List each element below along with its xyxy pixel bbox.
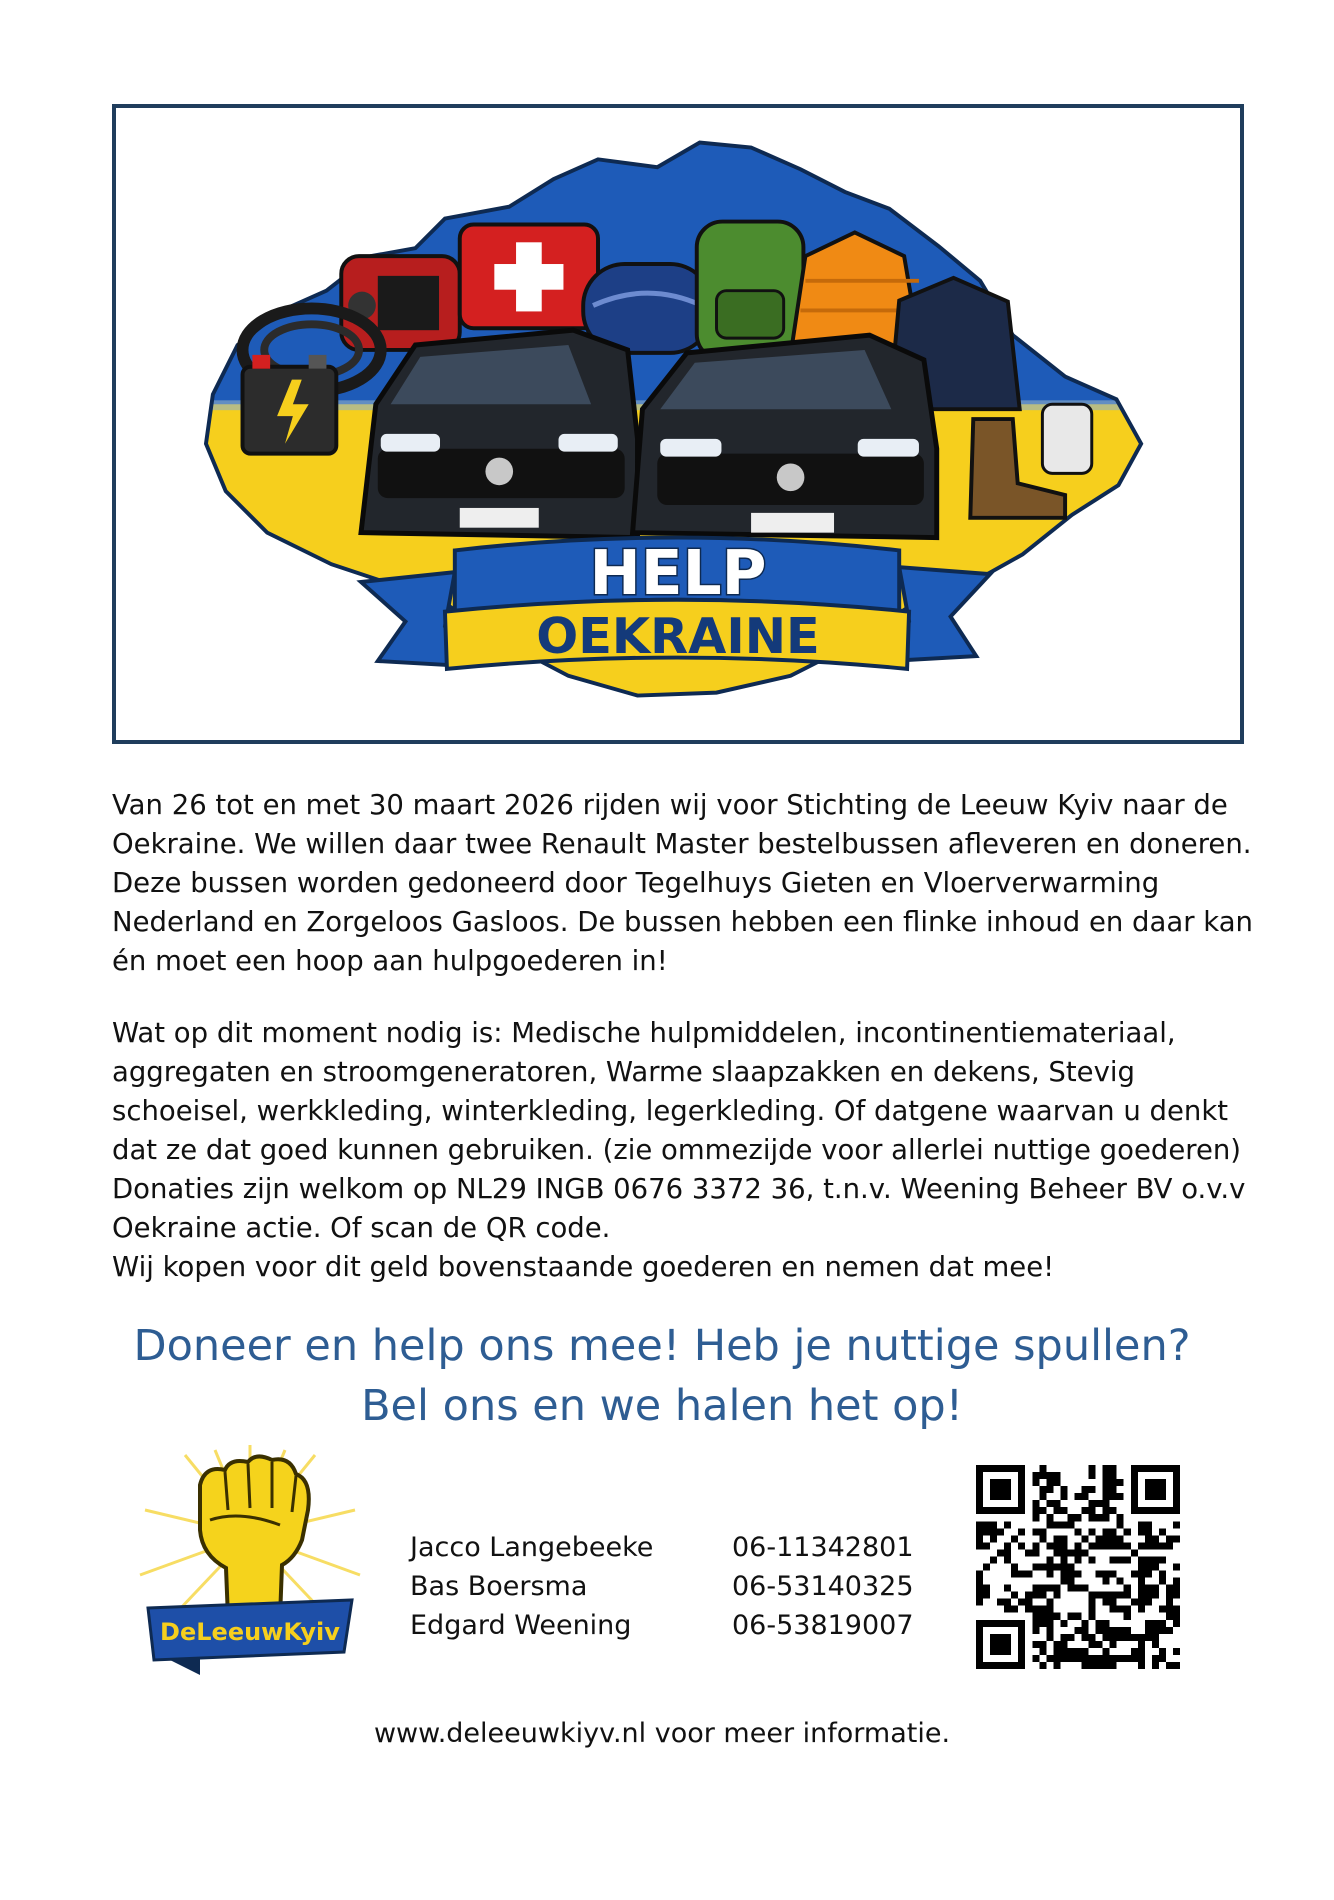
needs-line: aggregaten en stroomgeneratoren, Warme slaapzakken en dekens, Stevig	[112, 1056, 1135, 1088]
help-ribbon	[361, 538, 990, 669]
needs-line: dat ze dat goed kunnen gebruiken. (zie ommezijde voor allerlei nuttige goederen)	[112, 1134, 1242, 1166]
battery-icon	[243, 355, 337, 454]
needs-paragraph	[112, 1014, 1246, 1287]
intro-line: Deze bussen worden gedoneerd door Tegelhuys Gieten en Vloerverwarming	[112, 867, 1160, 899]
qr-code-icon	[976, 1465, 1180, 1669]
ukraine-aid-illustration	[116, 108, 1240, 740]
intro-line: Van 26 tot en met 30 maart 2026 rijden wij voor Stichting de Leeuw Kyiv naar de	[112, 789, 1228, 821]
contact-name: Bas Boersma	[410, 1571, 588, 1602]
deleeuwkyiv-logo	[130, 1440, 370, 1680]
intro-line: Oekraine. We willen daar twee Renault Master bestelbussen afleveren en doneren.	[112, 828, 1252, 860]
contact-name: Jacco Langebeeke	[410, 1532, 654, 1563]
raised-fist-icon	[130, 1440, 370, 1680]
qr-code[interactable]	[976, 1465, 1180, 1669]
call-to-action	[112, 1316, 1212, 1436]
banner-word-help: HELP	[589, 537, 767, 609]
needs-line: schoeisel, werkkleding, winterkleding, legerkleding. Of datgene waarvan u denkt	[112, 1095, 1229, 1127]
needs-line: Oekraine actie. Of scan de QR code.	[112, 1212, 611, 1244]
contact-row	[410, 1606, 914, 1645]
contact-phone: 06-11342801	[732, 1532, 914, 1563]
hero-banner	[112, 104, 1244, 744]
cta-line-2: Bel ons en we halen het op!	[361, 1381, 963, 1431]
backpack-icon	[697, 222, 804, 360]
contact-list	[410, 1528, 914, 1645]
contact-phone: 06-53819007	[732, 1610, 914, 1641]
van-right-icon	[633, 335, 937, 537]
contact-name: Edgard Weening	[410, 1610, 632, 1641]
website-footer[interactable]: www.deleeuwkiyv.nl voor meer informatie.	[373, 1718, 951, 1749]
intro-paragraph	[112, 786, 1253, 981]
contact-row	[410, 1567, 914, 1606]
generator-icon	[341, 256, 460, 350]
contact-phone: 06-53140325	[732, 1571, 914, 1602]
intro-line: Nederland en Zorgeloos Gasloos. De bussen hebben een flinke inhoud en daar kan	[112, 906, 1253, 938]
first-aid-kit-icon	[460, 225, 598, 329]
banner-word-oekraine: OEKRAINE	[536, 607, 820, 666]
van-left-icon	[361, 330, 638, 537]
needs-line: Wat op dit moment nodig is: Medische hulpmiddelen, incontinentiemateriaal,	[112, 1017, 1176, 1049]
needs-line: Donaties zijn welkom op NL29 INGB 0676 3372 36, t.n.v. Weening Beheer BV o.v.v	[112, 1173, 1246, 1205]
intro-line: én moet een hoop aan hulpgoederen in!	[112, 945, 668, 977]
cta-line-1: Doneer en help ons mee! Heb je nuttige spullen?	[133, 1321, 1191, 1371]
contact-row	[410, 1528, 914, 1567]
logo-text: DeLeeuwKyiv	[160, 1618, 340, 1646]
needs-line: Wij kopen voor dit geld bovenstaande goederen en nemen dat mee!	[112, 1251, 1055, 1283]
